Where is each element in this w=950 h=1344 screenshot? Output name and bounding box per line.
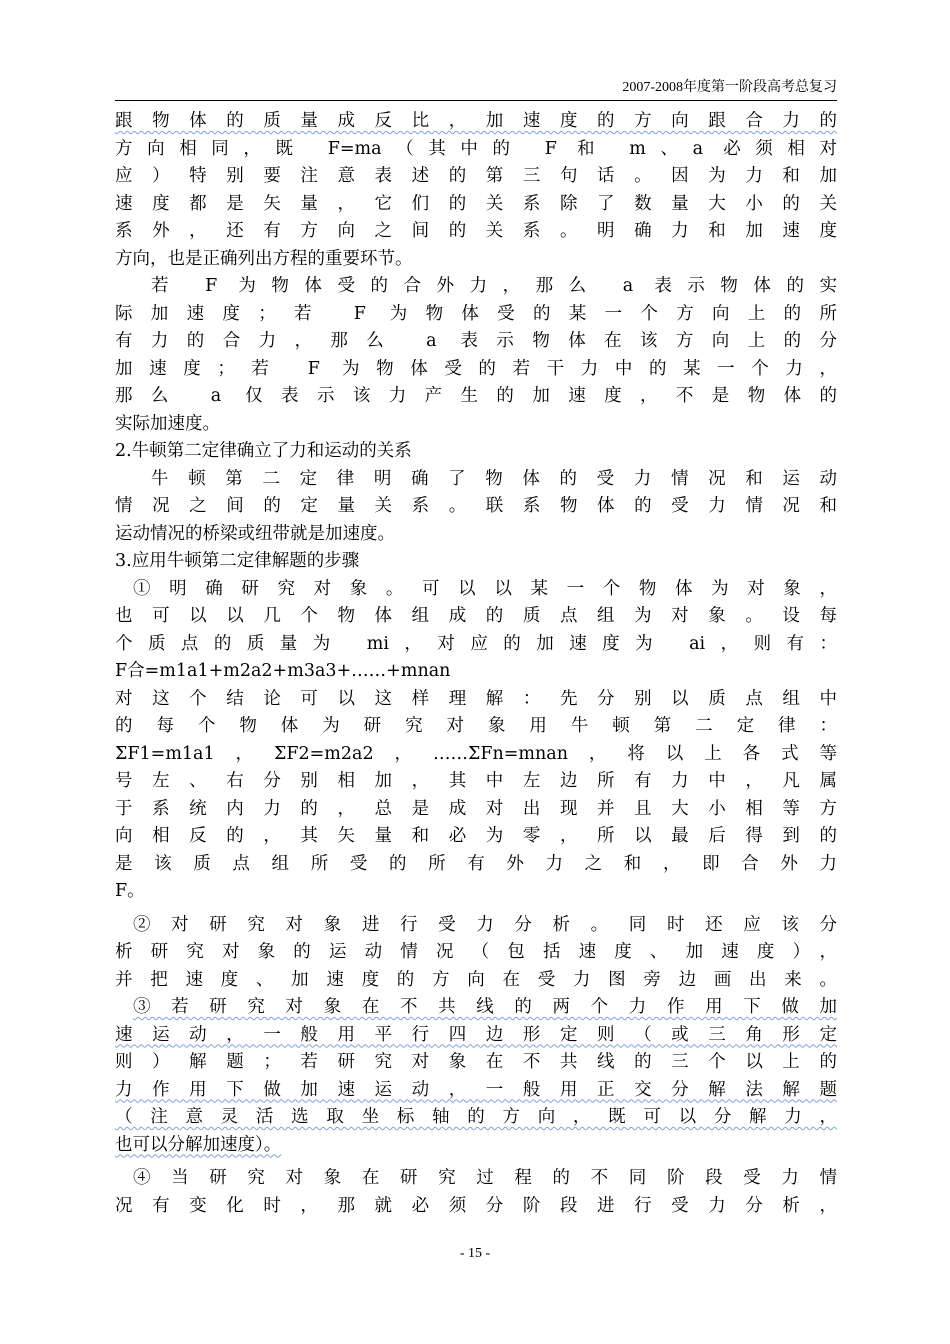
text-line-content: 于系统内力的，总是成对出现并且大小相等方 <box>115 798 837 819</box>
text-line <box>115 1104 837 1132</box>
text-line <box>115 383 837 411</box>
text-line-content: 则）解题；若研究对象在不共线的三个以上的 <box>115 1052 837 1072</box>
text-line-content: 是该质点组所受的所有外力之和，即合外力 <box>115 853 837 874</box>
text-line <box>115 1022 837 1050</box>
text-line-content: F。 <box>115 881 145 901</box>
text-line <box>115 493 837 521</box>
text-line <box>115 768 837 796</box>
text-line-content: 速运动，一般用平行四边形定则（或三角形定 <box>115 1024 837 1045</box>
text-line-content: 牛顿第二定律明确了物体的受力情况和运动 <box>151 468 837 489</box>
text-line <box>115 466 837 494</box>
text-line <box>115 741 837 769</box>
text-line-content: 3.应用牛顿第二定律解题的步骤 <box>115 551 360 571</box>
text-line <box>115 631 837 659</box>
text-line <box>115 301 837 329</box>
text-line-content: 方向相同，既 F=ma（其中的 F 和 m、a 必须相对 <box>115 138 837 159</box>
text-line-content: ①明确研究对象。可以以某一个物体为对象， <box>133 578 837 599</box>
text-line <box>115 967 837 995</box>
text-line <box>115 191 837 219</box>
text-line-content: 实际加速度。 <box>115 413 220 434</box>
text-line <box>115 108 837 136</box>
text-line-content: 方向，也是正确列出方程的重要环节。 <box>115 248 413 269</box>
text-line <box>115 939 837 967</box>
text-line-content: 运动情况的桥梁或纽带就是加速度。 <box>115 523 395 544</box>
text-line-content: 向相反的，其矢量和必为零，所以最后得到的 <box>115 826 837 846</box>
text-line-content: 系外，还有方向之间的关系。明确力和加速度 <box>115 221 837 241</box>
text-line-content: 也可以以几个物体组成的质点组为对象。设每 <box>115 606 837 626</box>
text-line <box>115 411 837 439</box>
text-line <box>115 438 837 466</box>
text-line-content: ②对研究对象进行受力分析。同时还应该分 <box>133 914 837 935</box>
page-header: 2007-2008年度第一阶段高考总复习 <box>115 78 837 101</box>
text-line-content: （注意灵活选取坐标轴的方向，既可以分解力， <box>115 1107 837 1127</box>
text-line-content: 有力的合力，那么 a 表示物体在该方向上的分 <box>115 331 837 351</box>
text-line <box>115 686 837 714</box>
text-line-content: 析研究对象的运动情况（包括速度、加速度）， <box>115 942 837 962</box>
text-line <box>115 603 837 631</box>
text-line <box>115 273 837 301</box>
text-line <box>115 521 837 549</box>
text-line-content: 也可以分解加速度）。 <box>115 1134 282 1155</box>
text-line-content: 的每个物体为研究对象用牛顿第二定律： <box>115 716 837 736</box>
text-line-content: 速度都是矢量，它们的关系除了数量大小的关 <box>115 193 837 214</box>
text-line-content: 情况之间的定量关系。联系物体的受力情况和 <box>115 496 837 516</box>
text-line <box>115 246 837 274</box>
text-line <box>115 218 837 246</box>
text-line <box>115 994 837 1022</box>
text-line <box>115 1077 837 1105</box>
text-line-content: 况有变化时，那就必须分阶段进行受力分析， <box>115 1195 837 1216</box>
text-line <box>115 356 837 384</box>
document-body <box>115 108 837 1220</box>
text-line-content: 应）特别要注意表述的第三句话。因为力和加 <box>115 166 837 186</box>
text-line-content: 个质点的质量为 mi，对应的加速度为 ai，则有： <box>115 633 837 654</box>
text-line-content: 际加速度；若 F 为物体受的某一个方向上的所 <box>115 303 837 324</box>
text-line <box>115 713 837 741</box>
page-number: - 15 - <box>459 1246 491 1261</box>
text-line-content: 2.牛顿第二定律确立了力和运动的关系 <box>115 441 412 461</box>
text-line <box>115 1049 837 1077</box>
text-line <box>115 548 837 576</box>
text-line-content: 对这个结论可以这样理解：先分别以质点组中 <box>115 688 837 709</box>
text-line-content: 并把速度、加速度的方向在受力图旁边画出来。 <box>115 969 837 990</box>
text-line <box>115 1193 837 1221</box>
text-line-content: ④当研究对象在研究过程的不同阶段受力情 <box>133 1168 837 1188</box>
text-line-content: 力作用下做加速运动，一般用正交分解法解题 <box>115 1079 837 1100</box>
text-line-content: ΣF1=m1a1，ΣF2=m2a2，……ΣFn=mnan，将以上各式等 <box>115 743 837 764</box>
text-line <box>115 851 837 879</box>
text-line <box>115 328 837 356</box>
text-line-content: ③若研究对象在不共线的两个力作用下做加 <box>133 997 837 1017</box>
text-line-content: 加速度；若 F 为物体受的若干力中的某一个力， <box>115 358 837 379</box>
text-line <box>115 576 837 604</box>
text-line-content: 若 F 为物体受的合外力，那么 a 表示物体的实 <box>151 276 837 296</box>
text-line <box>115 136 837 164</box>
text-line <box>115 796 837 824</box>
text-line <box>115 658 837 686</box>
text-line <box>115 163 837 191</box>
text-line-content: 那么 a 仅表示该力产生的加速度，不是物体的 <box>115 386 837 406</box>
text-line-content: 号左、右分别相加，其中左边所有力中，凡属 <box>115 771 837 791</box>
text-line <box>115 1165 837 1193</box>
text-line <box>115 912 837 940</box>
text-line <box>115 1132 837 1160</box>
text-line-content: 跟物体的质量成反比，加速度的方向跟合力的 <box>115 111 837 131</box>
text-line <box>115 878 837 906</box>
text-line-content: F合=m1a1+m2a2+m3a3+……+mnan <box>115 661 451 681</box>
text-line <box>115 823 837 851</box>
